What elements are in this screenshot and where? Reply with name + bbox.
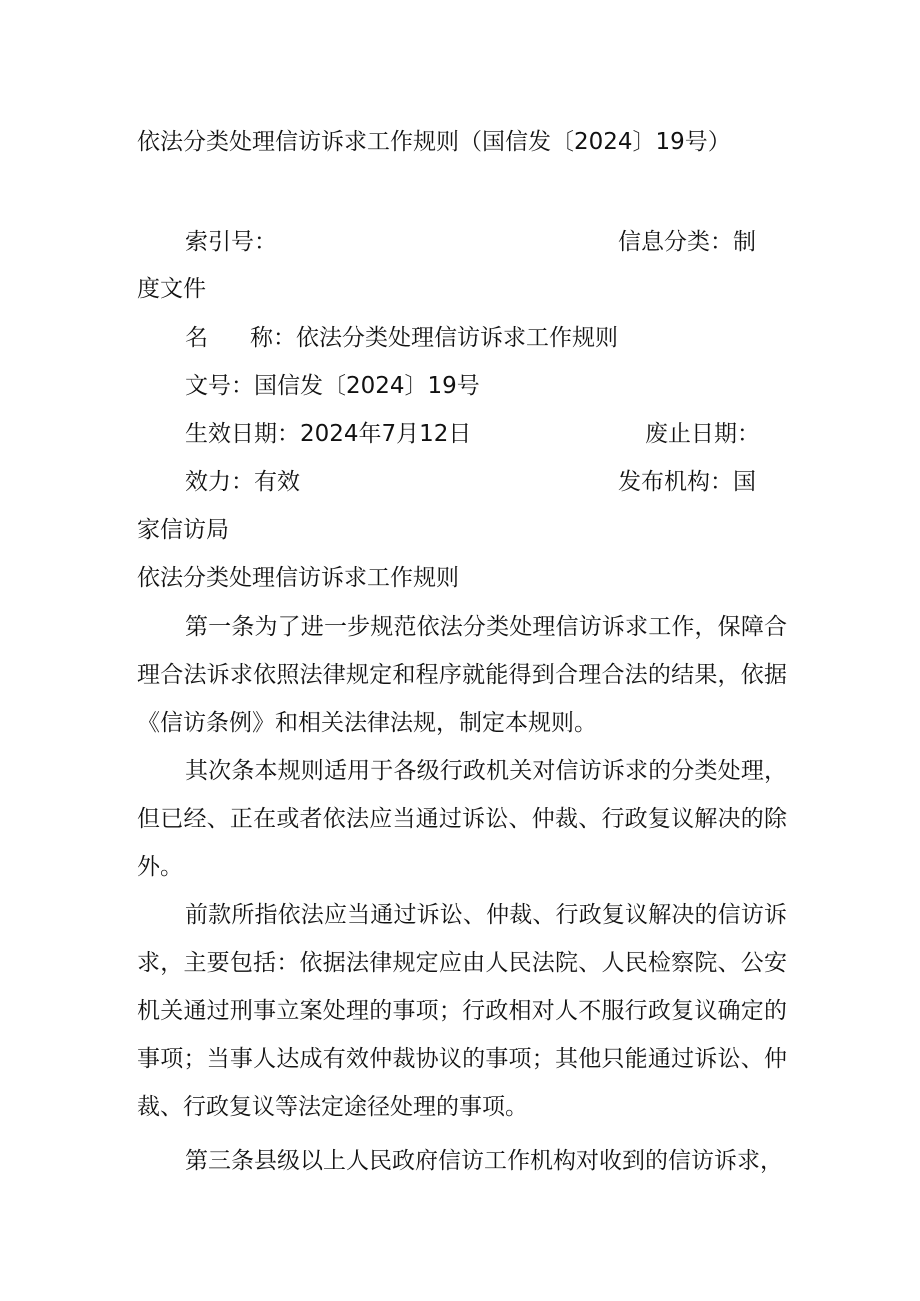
publisher-label: 发布机构： xyxy=(618,469,733,495)
publisher-value: 国 xyxy=(733,469,756,495)
doc-number-value: 国信发〔2024〕19号 xyxy=(254,373,480,399)
doc-number-field xyxy=(185,371,480,401)
validity-label: 效力： xyxy=(185,469,254,495)
article-2-paragraph: 其次条本规则适用于各级行政机关对信访诉求的分类处理，但已经、正在或者依法应当通过诉讼、仲裁、行政复议解决的除外。 xyxy=(137,758,787,880)
publisher-value-continued: 家信访局 xyxy=(137,517,229,543)
publisher-field xyxy=(618,467,756,497)
document-title: 依法分类处理信访诉求工作规则（国信发〔2024〕19号） xyxy=(137,129,731,155)
category-value: 制 xyxy=(733,229,756,255)
article-3-paragraph: 第三条县级以上人民政府信访工作机构对收到的信访诉求， xyxy=(185,1148,783,1174)
category-label: 信息分类： xyxy=(618,229,733,255)
validity-field xyxy=(185,467,300,497)
validity-value: 有效 xyxy=(254,469,300,495)
name-label-second: 称： xyxy=(250,325,296,351)
name-value: 依法分类处理信访诉求工作规则 xyxy=(296,325,618,351)
name-label-first: 名 xyxy=(185,325,208,351)
effective-date-label: 生效日期： xyxy=(185,421,300,447)
article-2-clause-paragraph: 前款所指依法应当通过诉讼、仲裁、行政复议解决的信访诉求，主要包括：依据法律规定应由人民法院、人民检察院、公安机关通过刑事立案处理的事项；行政相对人不服行政复议确定的事项；当事人达成有效仲裁协议的事项；其他只能通过诉讼、仲裁、行政复议等法定途径处理的事项。 xyxy=(137,902,787,1120)
effective-date-value: 2024年7月12日 xyxy=(300,421,472,447)
document-subtitle: 依法分类处理信访诉求工作规则 xyxy=(137,565,459,591)
index-label: 索引号： xyxy=(185,229,277,255)
category-field xyxy=(618,227,756,257)
doc-number-label: 文号： xyxy=(185,373,254,399)
category-value-continued: 度文件 xyxy=(137,276,206,302)
effective-date-field xyxy=(185,419,471,449)
name-field xyxy=(185,323,618,353)
article-1-paragraph: 第一条为了进一步规范依法分类处理信访诉求工作，保障合理合法诉求依照法律规定和程序就能得到合理合法的结果，依据《信访条例》和相关法律法规，制定本规则。 xyxy=(137,614,787,736)
repeal-date-label: 废止日期： xyxy=(645,421,760,447)
